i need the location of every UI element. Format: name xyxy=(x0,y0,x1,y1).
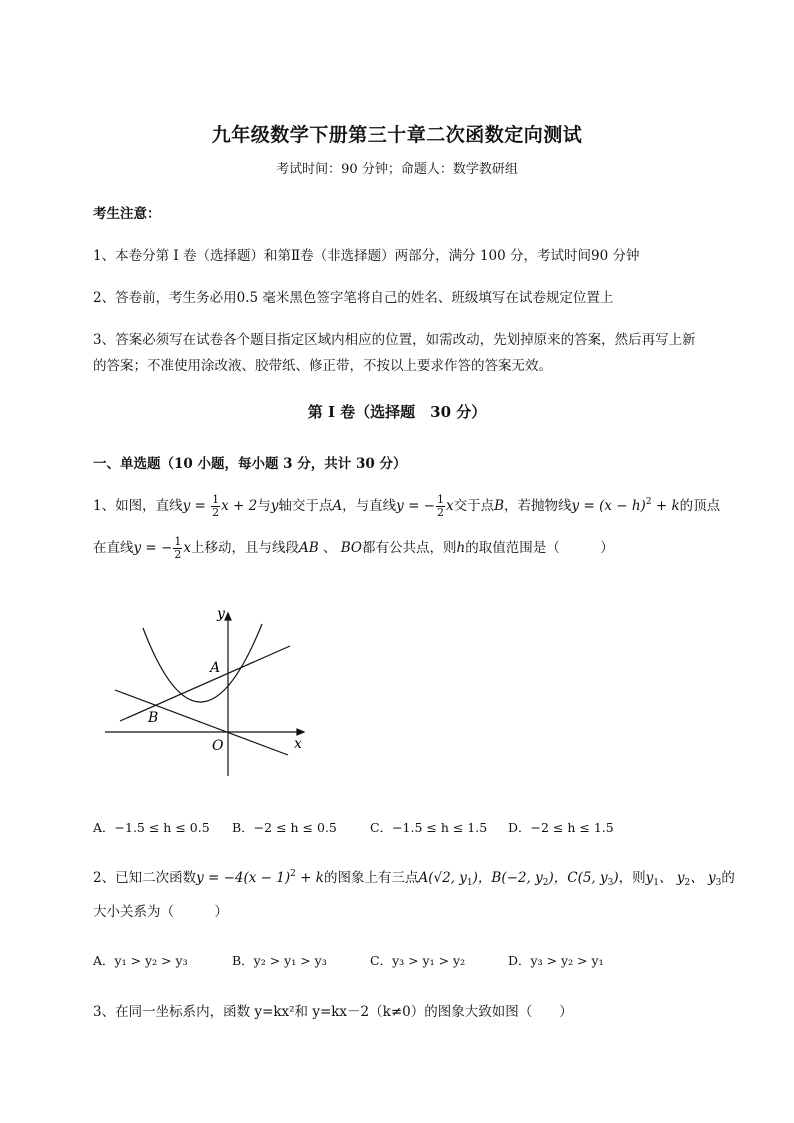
notice-item-3-cont: 的答案；不准使用涂改液、胶带纸、修正带，不按以上要求作答的答案无效。 xyxy=(93,358,552,374)
y-axis-arrow xyxy=(225,613,231,620)
question-3: 3、在同一坐标系内，函数 y=kx²和 y=kx－2（k≠0）的图象大致如图（ ） xyxy=(93,1004,573,1020)
exam-info: 考试时间：90 分钟；命题人：数学教研组 xyxy=(276,162,518,177)
q2-option-a[interactable]: A．y₁ > y₂ > y₃ xyxy=(93,953,188,968)
question-2-line-2: 大小关系为（ ） xyxy=(93,904,228,920)
q1-math: BO xyxy=(340,540,362,556)
q1-option-c[interactable]: C．−1.5 ≤ h ≤ 1.5 xyxy=(370,820,488,835)
q2-option-c[interactable]: C．y₃ > y₁ > y₂ xyxy=(370,953,466,968)
q1-math: = xyxy=(190,498,211,514)
question-1-line-1 xyxy=(93,494,720,519)
q1-math: y = (x − h) xyxy=(571,498,646,514)
q2-math-sub: 3 xyxy=(715,878,722,888)
q2-option-b[interactable]: B．y₂ > y₁ > y₃ xyxy=(232,953,327,968)
q1-math: h xyxy=(456,540,466,556)
line-bo xyxy=(115,690,288,755)
q1-math: x + 2 xyxy=(221,498,258,514)
notice-item-2: 2、答卷前，考生务必用0.5 毫米黑色签字笔将自己的姓名、班级填写在试卷规定位置上 xyxy=(93,290,614,306)
label-o: O xyxy=(212,738,224,754)
fraction xyxy=(436,494,445,519)
q1-text: ，与直线 xyxy=(342,498,397,514)
q1-figure xyxy=(100,600,310,780)
q2-math: A(√2, y xyxy=(418,870,467,886)
parabola xyxy=(143,624,262,702)
q1-math: y xyxy=(270,498,279,514)
question-1-line-2 xyxy=(93,536,614,561)
q2-math-sub: 3 xyxy=(607,878,614,888)
q1-option-b[interactable]: B．−2 ≤ h ≤ 0.5 xyxy=(232,820,337,835)
notice-item-1: 1、本卷分第 I 卷（选择题）和第Ⅱ卷（非选择题）两部分，满分 100 分，考试时间90 分钟 xyxy=(93,248,640,264)
fraction-num: 1 xyxy=(437,493,444,506)
notice-item-3: 3、答案必须写在试卷各个题目指定区域内相应的位置，如需改动，先划掉原来的答案，然后再写上新 xyxy=(93,332,696,348)
q2-math: 、 y xyxy=(659,870,685,886)
q2-math: ，B(−2, y xyxy=(477,870,543,886)
q1-option-a[interactable]: A．−1.5 ≤ h ≤ 0.5 xyxy=(93,820,210,835)
q2-text: 的图象上有三点 xyxy=(323,870,419,886)
q2-text: 2、已知二次函数 xyxy=(93,870,197,886)
q1-option-d[interactable]: D．−2 ≤ h ≤ 1.5 xyxy=(508,820,614,835)
q1-math: y xyxy=(396,498,404,514)
q1-text: 都有公共点，则 xyxy=(362,540,457,556)
q2-math: ) xyxy=(613,870,619,886)
q2-math: ) xyxy=(548,870,554,886)
fraction xyxy=(211,494,220,519)
q2-math: ) xyxy=(472,870,478,886)
q1-math: A xyxy=(332,498,343,514)
fraction-den: 2 xyxy=(174,548,182,561)
q2-math: + k xyxy=(295,870,324,886)
q1-text: 的取值范围是（ ） xyxy=(465,540,614,556)
q2-math-sup: 2 xyxy=(290,869,296,879)
q2-math-sub: 2 xyxy=(684,878,691,888)
x-axis-arrow xyxy=(297,729,304,735)
q2-math: y = −4(x − 1) xyxy=(196,870,291,886)
line-ab xyxy=(120,646,290,721)
q1-math: AB xyxy=(298,540,319,556)
fraction-num: 1 xyxy=(212,493,220,506)
q1-text: 交于点 xyxy=(453,498,495,514)
q2-math-sub: 1 xyxy=(466,878,473,888)
q1-math: = − xyxy=(141,540,173,556)
q2-math: 、 y xyxy=(690,870,716,886)
q1-math: + k xyxy=(651,498,680,514)
q2-text: ，则 xyxy=(618,870,646,886)
q1-text: 上移动，且与线段 xyxy=(190,540,299,556)
notice-heading: 考生注意： xyxy=(93,206,161,222)
label-x: x xyxy=(294,736,302,752)
page-title: 九年级数学下册第三十章二次函数定向测试 xyxy=(211,124,583,146)
label-a: A xyxy=(210,660,221,676)
q2-math-sub: 2 xyxy=(542,878,549,888)
label-y: y xyxy=(217,606,225,622)
section-title: 第 I 卷（选择题 30 分） xyxy=(307,403,487,421)
fraction-num: 1 xyxy=(174,535,182,548)
q1-math: y xyxy=(182,498,191,514)
fraction xyxy=(173,536,182,561)
part-title: 一、单选题（10 小题，每小题 3 分，共计 30 分） xyxy=(93,456,407,472)
fraction-den: 2 xyxy=(212,506,220,519)
q1-text: 轴交于点 xyxy=(278,498,333,514)
q1-text: 在直线 xyxy=(93,540,134,556)
q1-math: B xyxy=(494,498,505,514)
q1-text: ，若抛物线 xyxy=(504,498,572,514)
q1-text: 、 xyxy=(318,540,341,556)
q1-math: y xyxy=(133,540,142,556)
label-b: B xyxy=(148,710,159,726)
q1-text: 的顶点 xyxy=(679,498,721,514)
question-2-line-1 xyxy=(93,866,735,888)
q1-math: x xyxy=(183,540,191,556)
q1-math-sup: 2 xyxy=(645,497,652,507)
q1-math: x xyxy=(446,498,454,514)
q1-math: = − xyxy=(403,498,435,514)
q1-text: 与 xyxy=(257,498,271,514)
fraction-den: 2 xyxy=(437,506,444,519)
q2-text: 的 xyxy=(721,870,735,886)
q2-math: y xyxy=(645,870,654,886)
q2-option-d[interactable]: D．y₃ > y₂ > y₁ xyxy=(508,953,604,968)
q1-text: 1、如图，直线 xyxy=(93,498,183,514)
q2-math-sub: 1 xyxy=(653,878,660,888)
q2-math: ，C(5, y xyxy=(553,870,608,886)
